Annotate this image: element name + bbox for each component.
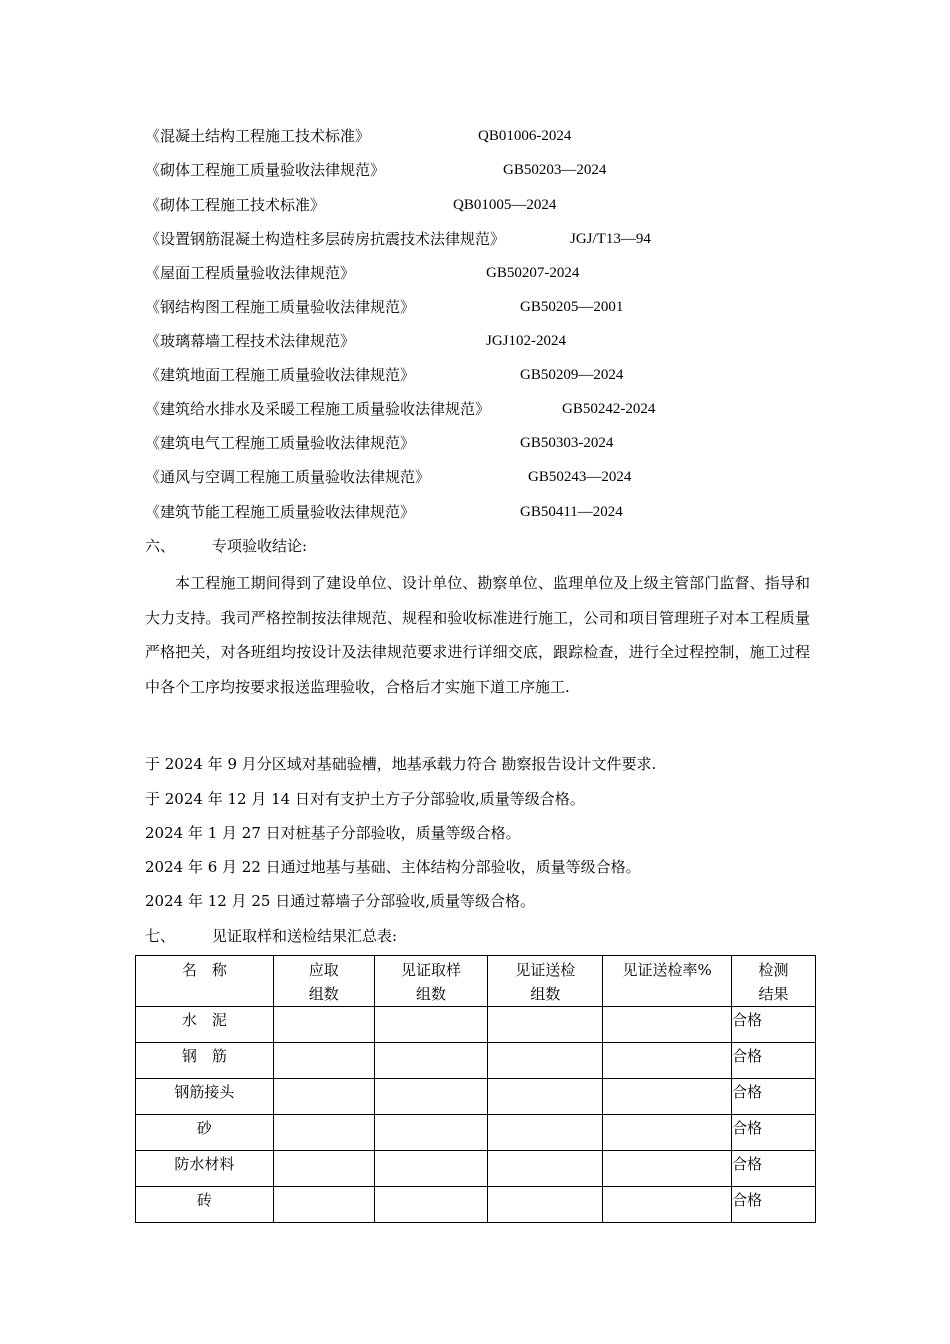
table-cell [488,1187,603,1223]
table-row [136,1115,816,1151]
table-cell [374,1079,488,1115]
header-cell [732,956,816,1007]
standard-code: GB50243—2024 [528,469,632,485]
material-name: 防水材料 [136,1151,274,1187]
acceptance-item: 2024 年 6 月 22 日通过地基与基础、主体结构分部验收，质量等级合格。 [145,858,641,876]
standard-name: 《建筑地面工程施工质量验收法律规范》 [145,366,416,384]
table-header-row [136,956,816,1007]
table-cell [374,1043,488,1079]
standard-code: GB50207-2024 [486,265,580,281]
standard-code: GB50205—2001 [520,299,624,315]
standard-code: JGJ/T13—94 [570,231,651,247]
table-cell [273,1079,374,1115]
table-cell [273,1043,374,1079]
header-label: 见证送检率% [622,961,712,979]
material-name: 钢 筋 [136,1043,274,1079]
table-cell [603,1151,732,1187]
header-label: 组数 [308,985,339,1003]
header-cell [136,956,274,1007]
material-name: 水 泥 [136,1007,274,1043]
header-label: 名 称 [181,961,227,979]
section-title: 见证取样和送检结果汇总表: [212,927,398,945]
standard-code: GB50411—2024 [520,504,623,520]
header-label: 组数 [530,985,561,1003]
material-name: 砂 [136,1115,274,1151]
standard-code: QB01006-2024 [478,128,572,144]
header-cell [603,956,732,1007]
material-name: 钢筋接头 [136,1079,274,1115]
standard-name: 《砌体工程施工质量验收法律规范》 [145,161,386,179]
sampling-results-table [135,955,816,1223]
table-cell [488,1151,603,1187]
table-cell [603,1043,732,1079]
standard-code: JGJ102-2024 [486,333,567,349]
header-label: 结果 [758,985,789,1003]
test-result: 合格 [732,1115,816,1151]
test-result: 合格 [732,1007,816,1043]
section-number: 六、 [145,537,176,555]
standard-name: 《屋面工程质量验收法律规范》 [145,264,356,282]
section-title: 专项验收结论: [212,537,308,555]
acceptance-item: 2024 年 12 月 25 日通过幕墙子分部验收,质量等级合格。 [145,892,535,910]
standard-name: 《通风与空调工程施工质量验收法律规范》 [145,468,431,486]
header-cell [488,956,603,1007]
table-row [136,1079,816,1115]
table-cell [603,1007,732,1043]
table-cell [603,1115,732,1151]
table-row [136,1151,816,1187]
table-cell [273,1115,374,1151]
header-label: 见证送检 [515,961,576,979]
table-cell [374,1115,488,1151]
standard-name: 《玻璃幕墙工程技术法律规范》 [145,332,356,350]
acceptance-item: 于 2024 年 12 月 14 日对有支护土方子分部验收,质量等级合格。 [145,790,585,808]
standard-code: GB50303-2024 [520,435,614,451]
table-cell [374,1007,488,1043]
table-cell [273,1151,374,1187]
standard-code: QB01005—2024 [453,197,557,213]
table-cell [273,1187,374,1223]
table-cell [273,1007,374,1043]
standard-code: GB50203—2024 [503,162,607,178]
table-cell [488,1079,603,1115]
test-result: 合格 [732,1187,816,1223]
standard-name: 《设置钢筋混凝土构造柱多层砖房抗震技术法律规范》 [145,230,506,248]
table-row [136,1043,816,1079]
table-cell [603,1079,732,1115]
table-cell [488,1043,603,1079]
acceptance-item: 2024 年 1 月 27 日对桩基子分部验收，质量等级合格。 [145,824,521,842]
standard-code: GB50209—2024 [520,367,624,383]
standard-code: GB50242-2024 [562,401,656,417]
table-cell [374,1151,488,1187]
test-result: 合格 [732,1043,816,1079]
material-name: 砖 [136,1187,274,1223]
table-row [136,1187,816,1223]
table-cell [488,1007,603,1043]
header-label: 检测 [758,961,789,979]
section-number: 七、 [145,927,176,945]
test-result: 合格 [732,1151,816,1187]
header-label: 应取 [308,961,339,979]
standard-name: 《建筑电气工程施工质量验收法律规范》 [145,434,416,452]
header-label: 见证取样 [401,961,462,979]
standard-name: 《建筑节能工程施工质量验收法律规范》 [145,503,416,521]
header-cell [273,956,374,1007]
standard-name: 《混凝土结构工程施工技术标准》 [145,127,371,145]
table-row [136,1007,816,1043]
acceptance-item: 于 2024 年 9 月分区域对基础验槽，地基承载力符合 勘察报告设计文件要求. [145,755,657,773]
standard-name: 《钢结构图工程施工质量验收法律规范》 [145,298,416,316]
table-cell [603,1187,732,1223]
standard-name: 《砌体工程施工技术标准》 [145,196,326,214]
table-cell [488,1115,603,1151]
header-cell [374,956,488,1007]
table-cell [374,1187,488,1223]
conclusion-paragraph [145,566,810,704]
standard-name: 《建筑给水排水及采暖工程施工质量验收法律规范》 [145,400,491,418]
header-label: 组数 [416,985,447,1003]
test-result: 合格 [732,1079,816,1115]
paragraph-text: 本工程施工期间得到了建设单位、设计单位、勘察单位、监理单位及上级主管部门监督、指导和大力支持。我司严格控制按法律规范、规程和验收标准进行施工，公司和项目管理班子对本工程质量严格把关，对各班组均按设计及法律规范要求进行详细交底，跟踪检查，进行全过程控制，施工过程中各个工序均按要求报送监理验收，合格后才实施下道工序施工. [145,574,810,696]
